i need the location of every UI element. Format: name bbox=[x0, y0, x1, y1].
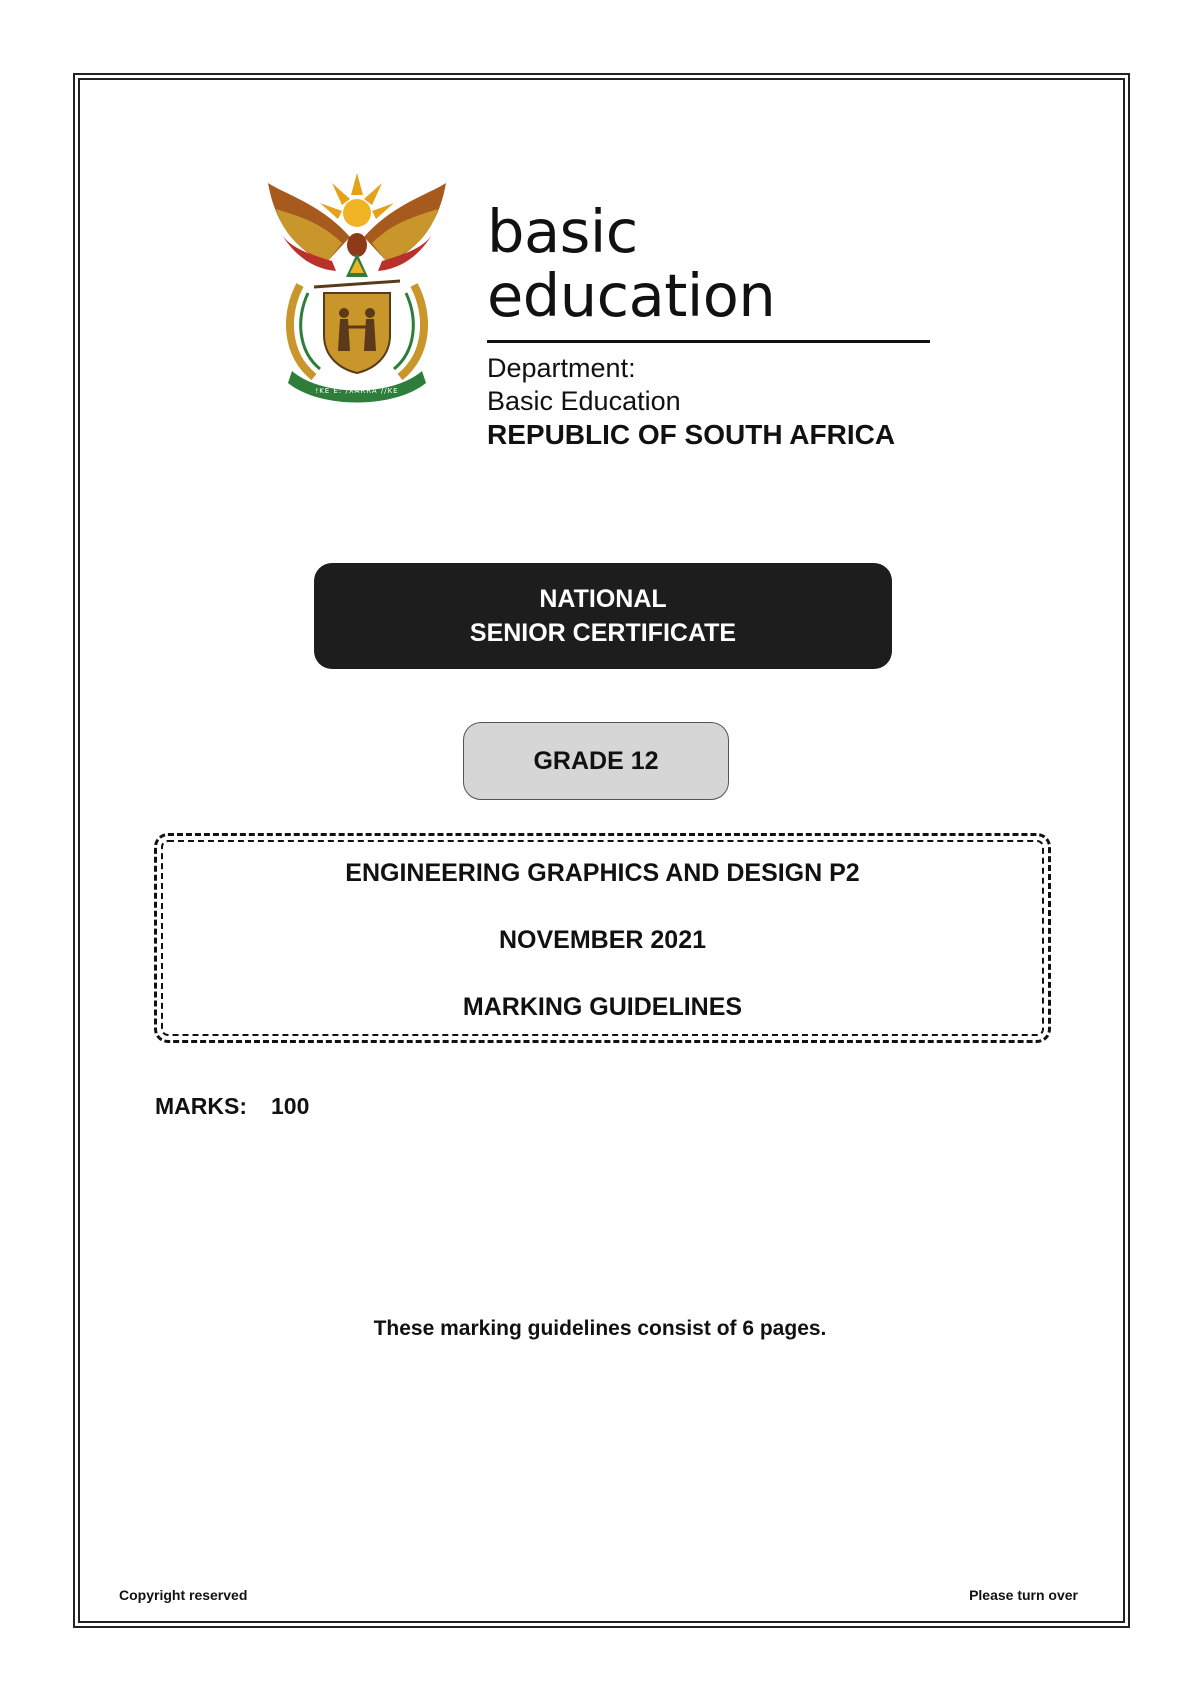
page-count-note: These marking guidelines consist of 6 pages. bbox=[373, 1317, 827, 1340]
footer-copyright: Copyright reserved bbox=[119, 1587, 248, 1603]
country-name: REPUBLIC OF SOUTH AFRICA bbox=[487, 419, 896, 450]
grade-badge bbox=[463, 722, 729, 800]
grade-label: GRADE 12 bbox=[533, 746, 659, 775]
department-label: Department: bbox=[487, 353, 636, 383]
logo-divider bbox=[487, 340, 930, 343]
exam-session: NOVEMBER 2021 bbox=[498, 926, 707, 954]
document-type: MARKING GUIDELINES bbox=[462, 993, 743, 1021]
certificate-line-2: SENIOR CERTIFICATE bbox=[469, 619, 737, 647]
subject-box bbox=[154, 833, 1051, 1043]
svg-text:!KE E: /XARRA //KE: !KE E: /XARRA //KE bbox=[315, 387, 399, 395]
marks-line bbox=[155, 1093, 309, 1120]
marks-value: 100 bbox=[271, 1093, 310, 1119]
department-name: Basic Education bbox=[487, 386, 681, 416]
certificate-banner bbox=[314, 563, 892, 669]
bird-icon bbox=[346, 233, 368, 277]
subject-title: ENGINEERING GRAPHICS AND DESIGN P2 bbox=[345, 859, 860, 887]
shield-icon bbox=[324, 293, 390, 373]
footer-turn-over: Please turn over bbox=[969, 1587, 1078, 1603]
sun-icon bbox=[320, 173, 394, 227]
coat-of-arms-icon bbox=[262, 165, 452, 405]
certificate-line-1: NATIONAL bbox=[539, 585, 667, 613]
marks-label: MARKS: bbox=[155, 1093, 247, 1119]
department-logo-text bbox=[487, 197, 937, 451]
logo-title: basic education bbox=[487, 197, 776, 330]
